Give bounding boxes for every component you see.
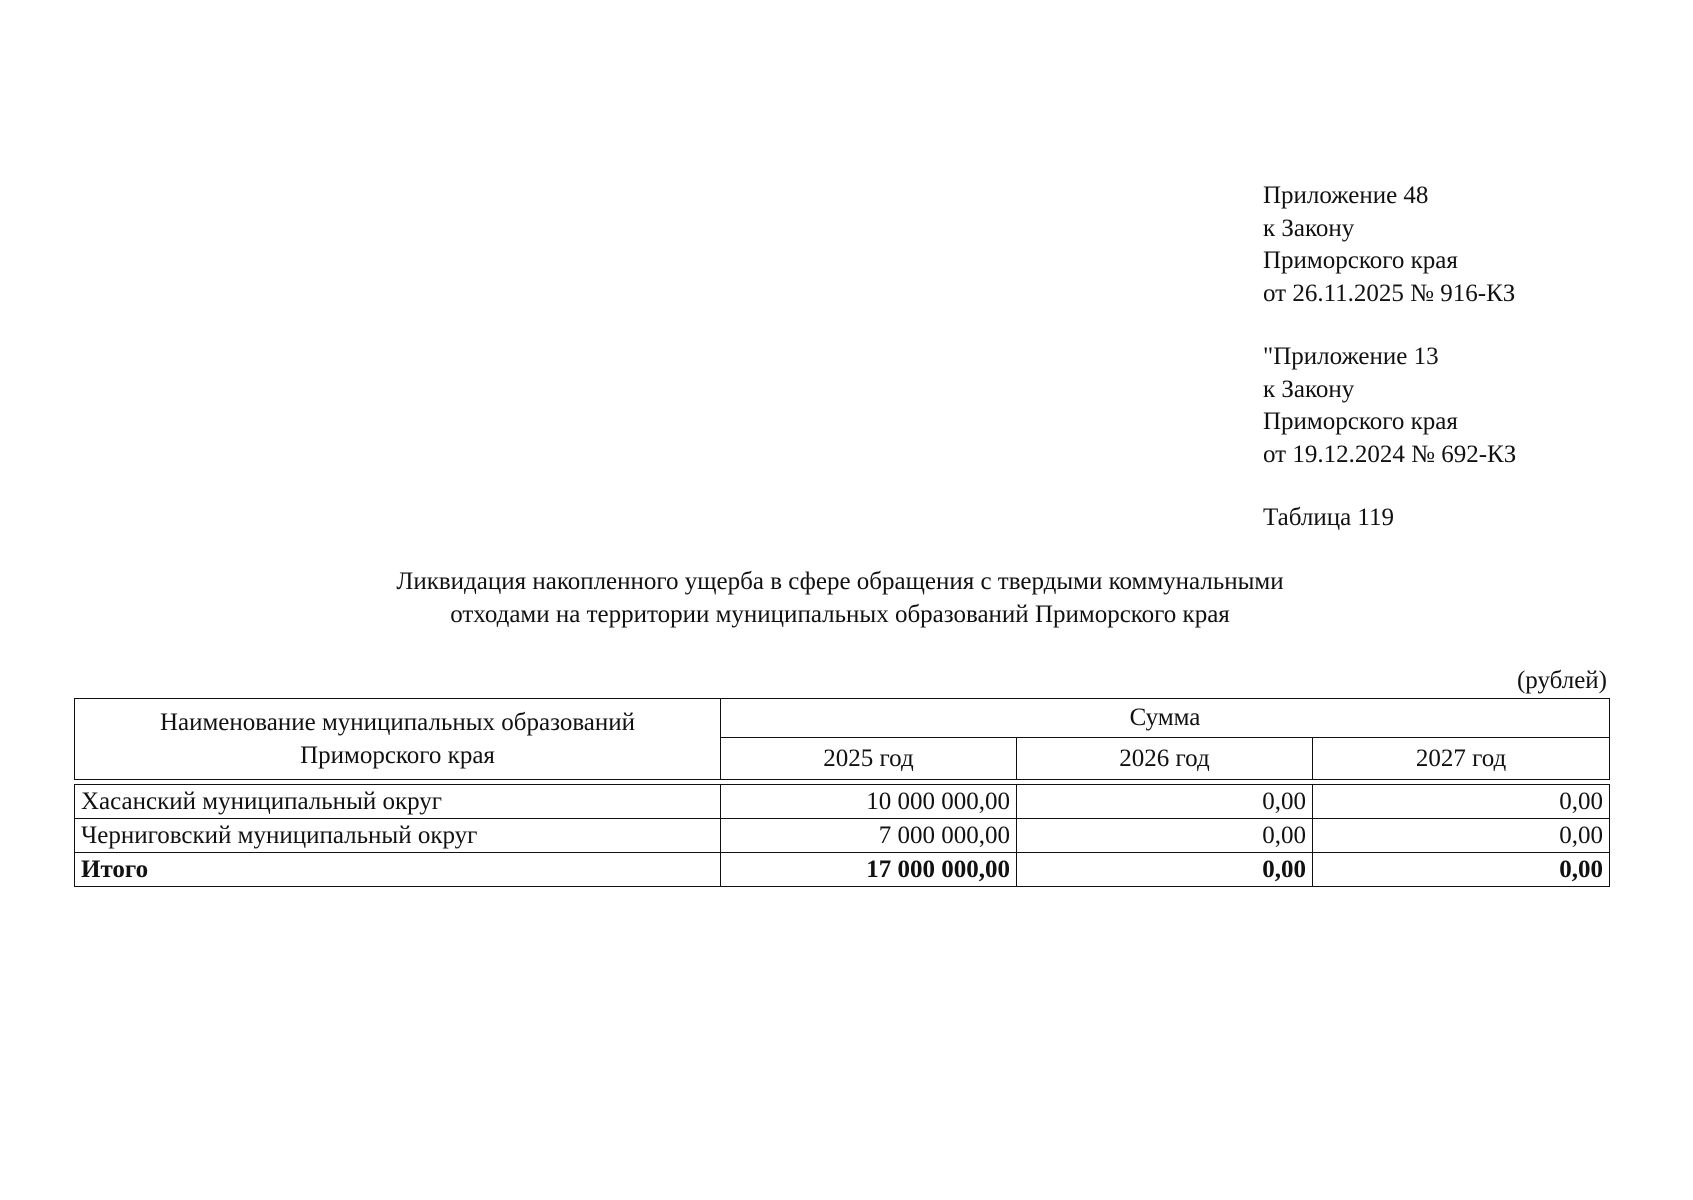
year-column-header: 2025 год	[721, 738, 1017, 780]
total-amount-cell: 0,00	[1313, 853, 1610, 887]
year-column-header: 2027 год	[1313, 738, 1610, 780]
appendix-line: к Закону	[1263, 214, 1355, 242]
budget-table	[74, 698, 1610, 887]
municipality-column-header: Наименование муниципальных образований Приморского края	[75, 699, 721, 780]
amount-cell: 10 000 000,00	[721, 785, 1017, 819]
amount-cell: 0,00	[1017, 819, 1313, 853]
table-number: Таблица 119	[1263, 504, 1394, 531]
title-line: Ликвидация накопленного ущерба в сфере обращения с твердыми коммунальными	[396, 568, 1284, 595]
municipality-name: Черниговский муниципальный округ	[75, 819, 721, 853]
appendix-line: Приморского края	[1263, 408, 1458, 435]
table-row	[75, 785, 1610, 819]
amount-cell: 7 000 000,00	[721, 819, 1017, 853]
sum-column-header: Сумма	[721, 699, 1610, 738]
appendix-line: "Приложение 13	[1263, 343, 1439, 370]
original-appendix-reference-block	[1263, 341, 1516, 471]
amount-cell: 0,00	[1313, 785, 1610, 819]
appendix-reference-block	[1263, 180, 1515, 310]
title-line: отходами на территории муниципальных образований Приморского края	[450, 600, 1230, 628]
units-label: (рублей)	[1516, 667, 1607, 694]
appendix-line: от 26.11.2025 № 916-КЗ	[1263, 279, 1516, 307]
municipality-name: Хасанский муниципальный округ	[75, 785, 721, 819]
year-column-header: 2026 год	[1017, 738, 1313, 780]
appendix-line: Приложение 48	[1263, 182, 1429, 209]
document-title	[200, 566, 1480, 631]
appendix-line: от 19.12.2024 № 692-КЗ	[1263, 440, 1517, 468]
appendix-line: Приморского края	[1263, 247, 1458, 274]
amount-cell: 0,00	[1017, 785, 1313, 819]
total-amount-cell: 17 000 000,00	[721, 853, 1017, 887]
total-amount-cell: 0,00	[1017, 853, 1313, 887]
total-row	[75, 853, 1610, 887]
total-label: Итого	[75, 853, 721, 887]
appendix-line: к Закону	[1263, 375, 1355, 403]
table-row	[75, 819, 1610, 853]
amount-cell: 0,00	[1313, 819, 1610, 853]
